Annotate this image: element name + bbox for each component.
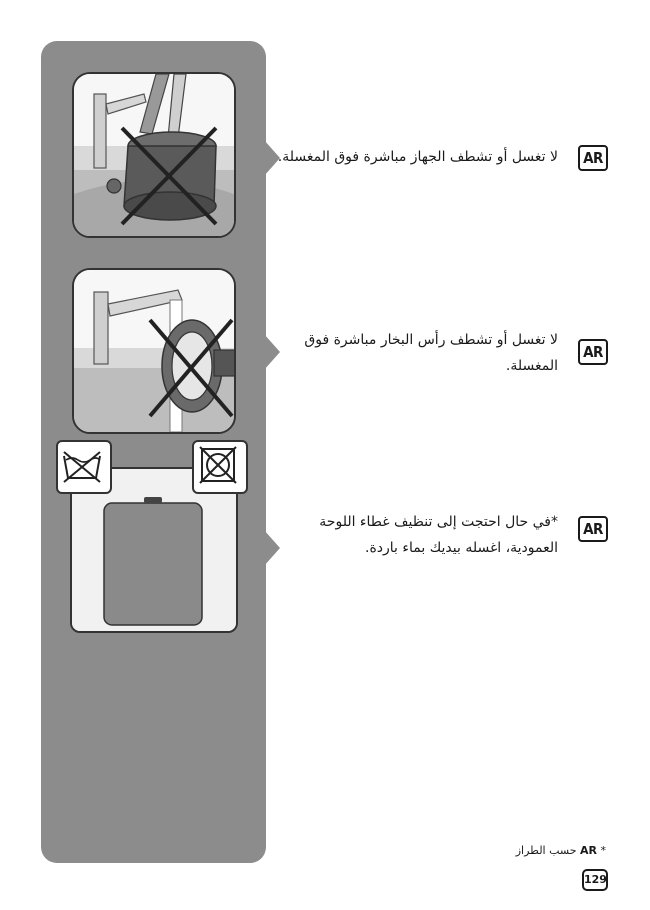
- no-tumble-dry-icon: [192, 440, 248, 494]
- page-number: 129: [582, 869, 608, 891]
- language-badge: AR: [578, 516, 608, 542]
- language-badge: AR: [578, 145, 608, 171]
- instruction-text-1: لا تغسل أو تشطف الجهاز مباشرة فوق المغسلة.: [277, 149, 558, 165]
- footnote-mark: *: [600, 844, 606, 857]
- language-badge: AR: [578, 339, 608, 365]
- footnote-badge: AR: [580, 844, 597, 857]
- illustration-no-rinse-device: [72, 72, 236, 238]
- instruction-text-3: *في حال احتجت إلى تنظيف غطاء اللوحة العمودية، اغسله بيديك بماء باردة.: [319, 514, 558, 556]
- panel-pointer-2: [264, 334, 280, 370]
- panel-pointer-3: [264, 530, 280, 566]
- model-footnote: [516, 844, 606, 857]
- hand-wash-icon: [56, 440, 112, 494]
- illustration-no-rinse-steam-head: [72, 268, 236, 434]
- footnote-text: حسب الطراز: [515, 844, 577, 857]
- instruction-text-2: لا تغسل أو تشطف رأس البخار مباشرة فوق المغسلة.: [304, 332, 558, 374]
